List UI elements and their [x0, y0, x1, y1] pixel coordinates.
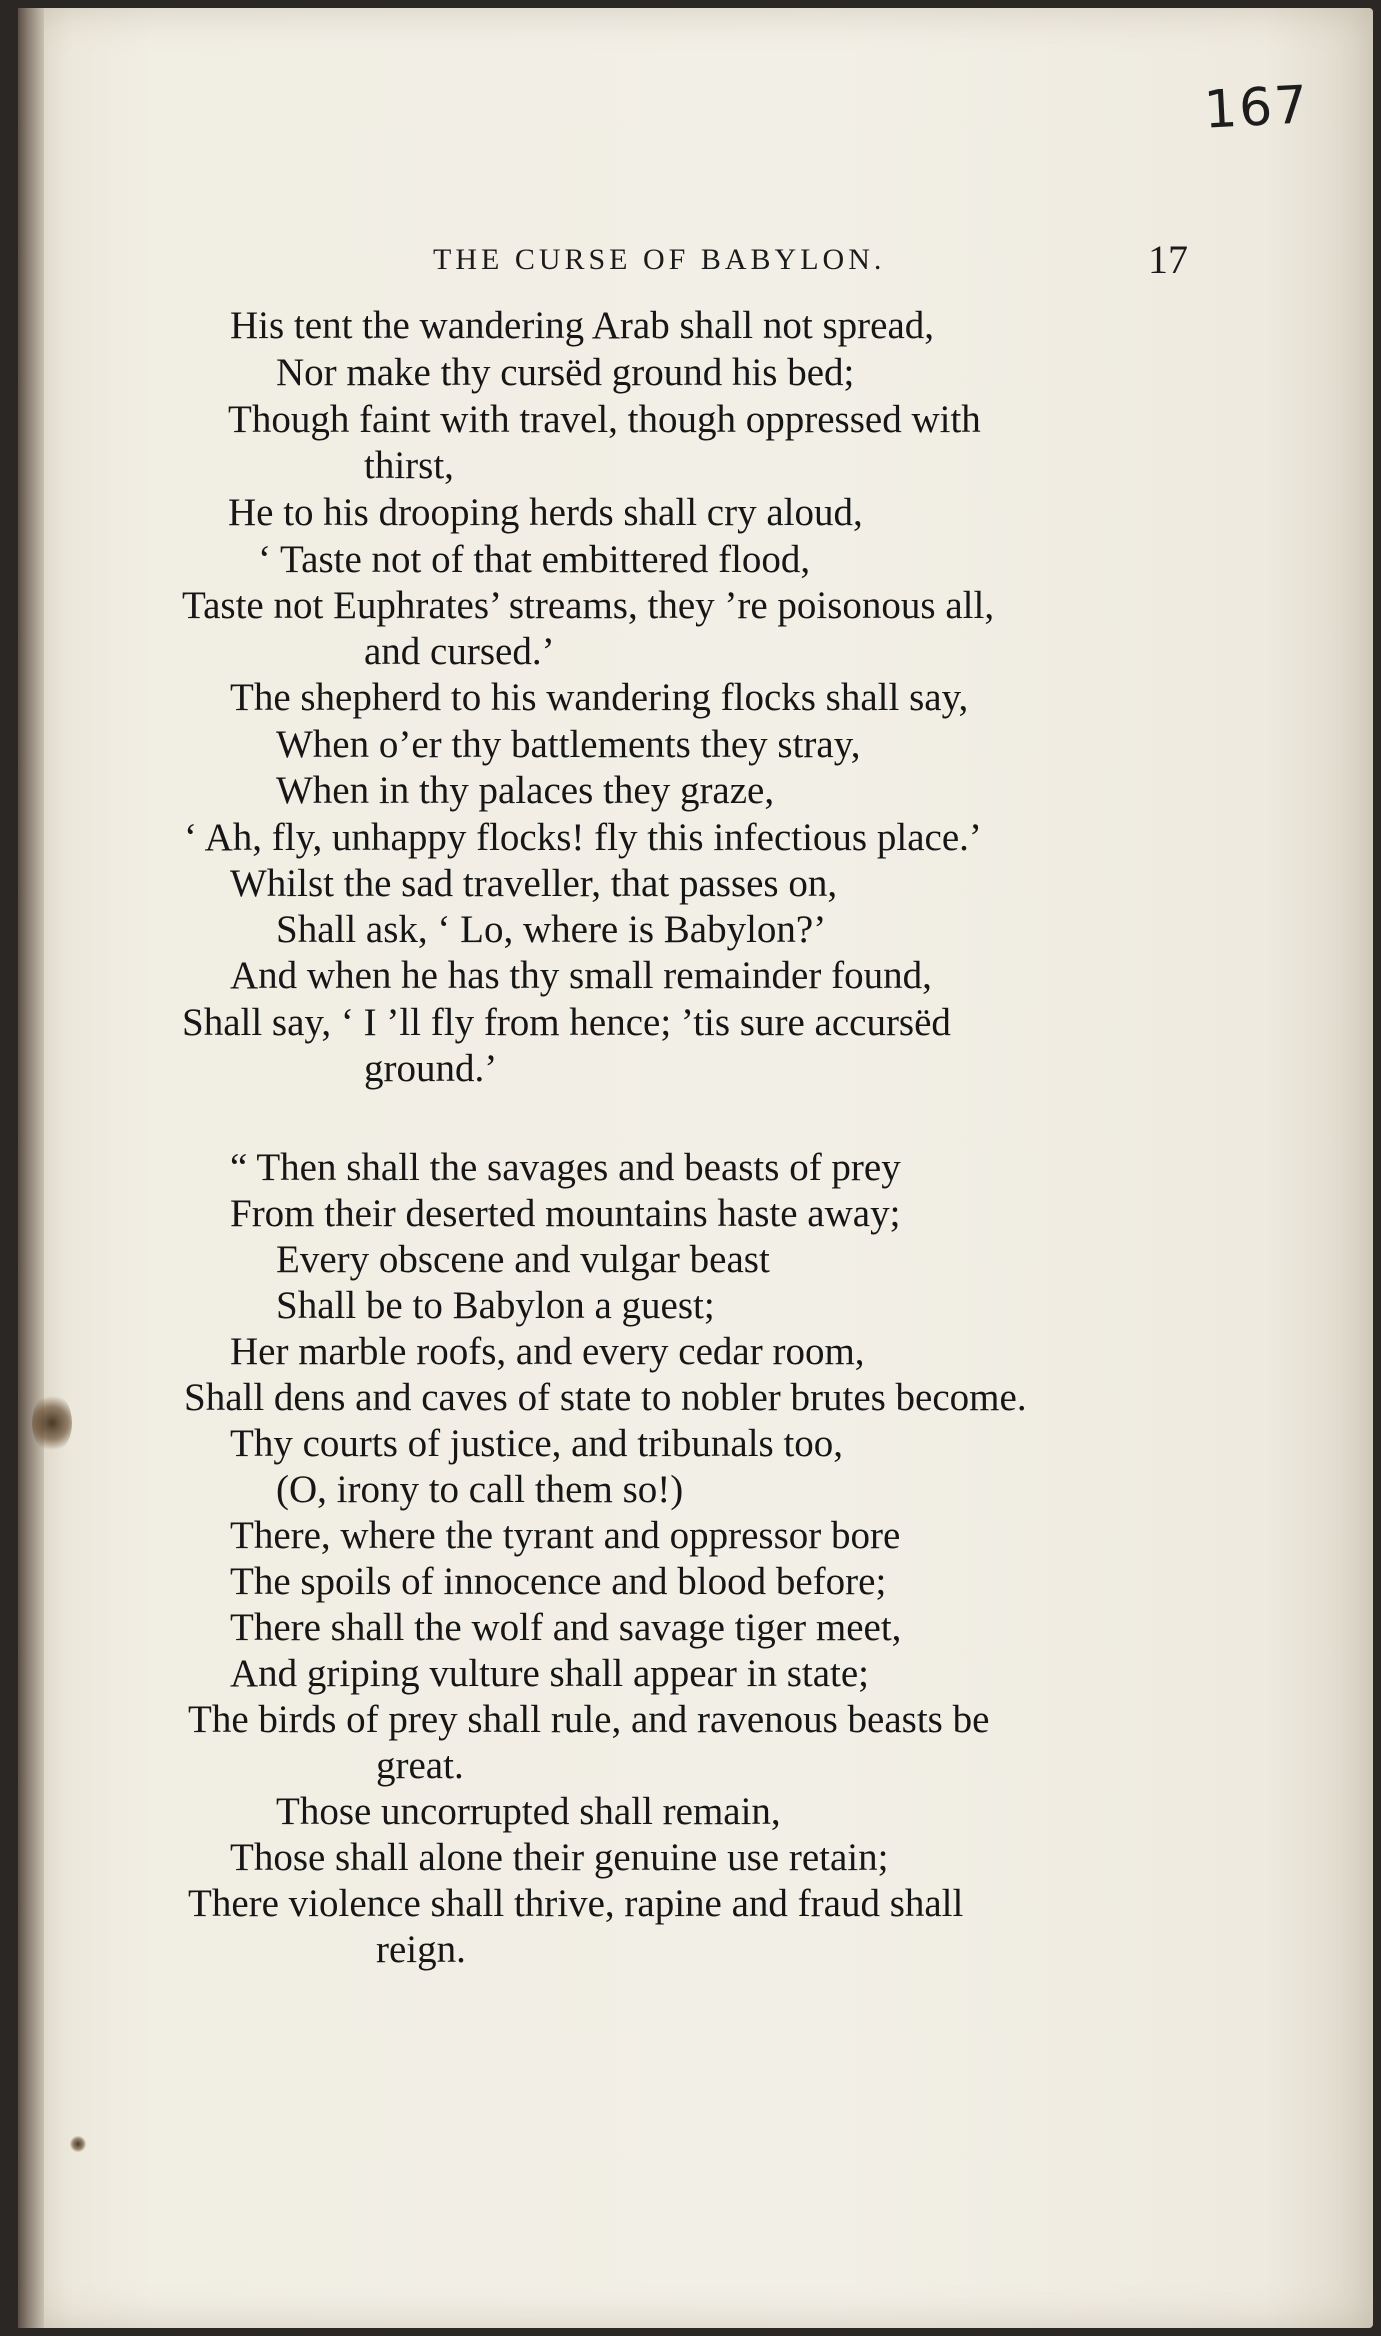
poem-line: thirst,: [364, 444, 454, 487]
poem-line: The shepherd to his wandering flocks shall say,: [230, 676, 969, 719]
book-page: [18, 8, 1373, 2328]
poem-line: Taste not Euphrates’ streams, they ’re poisonous all,: [182, 584, 995, 627]
poem-line: “ Then shall the savages and beasts of prey: [230, 1146, 901, 1189]
poem-line: ground.’: [364, 1047, 498, 1090]
poem-line: Every obscene and vulgar beast: [276, 1238, 770, 1281]
poem-line: The spoils of innocence and blood before;: [230, 1560, 887, 1603]
poem-line: reign.: [376, 1928, 466, 1971]
poem-line: And griping vulture shall appear in state;: [230, 1652, 870, 1695]
poem-line: Shall dens and caves of state to nobler brutes become.: [184, 1376, 1027, 1419]
poem-line: His tent the wandering Arab shall not spread,: [230, 304, 934, 347]
poem-line: and cursed.’: [364, 630, 555, 673]
running-head: THE CURSE OF BABYLON.: [433, 243, 886, 276]
poem-line: (O, irony to call them so!): [276, 1468, 684, 1511]
poem-line: There, where the tyrant and oppressor bore: [230, 1514, 901, 1557]
poem-line: The birds of prey shall rule, and ravenous beasts be: [188, 1698, 990, 1741]
poem-line: ‘ Taste not of that embittered flood,: [258, 538, 811, 581]
poem-line: Though faint with travel, though oppressed with: [228, 398, 981, 441]
book-spine: [18, 8, 44, 2328]
poem-line: Thy courts of justice, and tribunals too,: [230, 1422, 844, 1465]
poem-line: Whilst the sad traveller, that passes on,: [230, 862, 838, 905]
handwritten-folio: 167: [1202, 75, 1311, 141]
poem-line: There violence shall thrive, rapine and fraud shall: [188, 1882, 964, 1925]
poem-line: Nor make thy cursëd ground his bed;: [276, 351, 855, 394]
page-number: 17: [1148, 237, 1188, 282]
poem-line: And when he has thy small remainder found,: [230, 954, 932, 997]
poem-line: Her marble roofs, and every cedar room,: [230, 1330, 865, 1373]
poem-line: great.: [376, 1744, 464, 1787]
poem-line: From their deserted mountains haste away;: [230, 1192, 901, 1235]
poem-line: Shall ask, ‘ Lo, where is Babylon?’: [276, 908, 827, 951]
poem-line: Shall be to Babylon a guest;: [276, 1284, 715, 1327]
poem-line: ‘ Ah, fly, unhappy flocks! fly this infectious place.’: [184, 816, 982, 859]
poem-line: When o’er thy battlements they stray,: [276, 723, 861, 766]
poem-line: Those shall alone their genuine use retain;: [230, 1836, 889, 1879]
poem-line: Shall say, ‘ I ’ll fly from hence; ’tis sure accursëd: [182, 1001, 951, 1044]
poem-line: Those uncorrupted shall remain,: [276, 1790, 781, 1833]
poem-line: He to his drooping herds shall cry aloud,: [228, 491, 863, 534]
poem-line: There shall the wolf and savage tiger meet,: [230, 1606, 902, 1649]
ink-stain: [32, 1393, 72, 1453]
ink-spot: [70, 2136, 86, 2152]
poem-line: When in thy palaces they graze,: [276, 769, 775, 812]
